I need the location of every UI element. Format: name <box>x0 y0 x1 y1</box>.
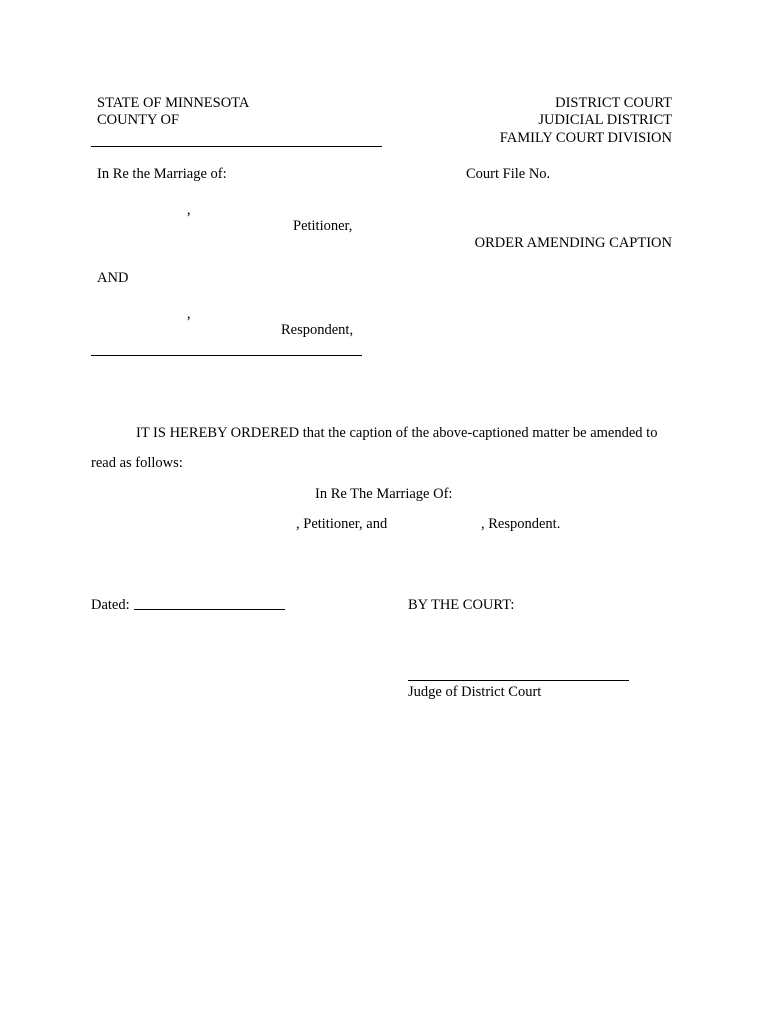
respondent-label: Respondent, <box>281 322 354 338</box>
respondent-name-comma: , <box>187 306 191 322</box>
order-paragraph-line2: read as follows: <box>91 455 183 471</box>
dated-label: Dated: <box>91 597 130 613</box>
division-label: FAMILY COURT DIVISION <box>499 130 672 146</box>
state-label: STATE OF MINNESOTA <box>97 95 250 111</box>
judge-signature-line <box>408 680 629 681</box>
date-line <box>134 609 285 610</box>
and-label: AND <box>97 270 129 286</box>
new-caption-respondent: , Respondent. <box>481 516 561 532</box>
petitioner-label: Petitioner, <box>293 218 353 234</box>
by-the-court-label: BY THE COURT: <box>408 597 515 613</box>
district-label: JUDICIAL DISTRICT <box>538 112 672 128</box>
in-re-marriage-label: In Re the Marriage of: <box>97 166 227 182</box>
new-caption-petitioner: , Petitioner, and <box>296 516 388 532</box>
order-title: ORDER AMENDING CAPTION <box>474 235 672 251</box>
county-label: COUNTY OF <box>97 112 180 128</box>
order-paragraph-line1: IT IS HEREBY ORDERED that the caption of the above-captioned matter be amended to <box>136 425 658 441</box>
judge-label: Judge of District Court <box>408 684 542 700</box>
court-label: DISTRICT COURT <box>555 95 672 111</box>
caption-underline <box>91 355 362 356</box>
new-caption-title: In Re The Marriage Of: <box>315 486 453 502</box>
court-file-label: Court File No. <box>466 166 551 182</box>
petitioner-name-comma: , <box>187 202 191 218</box>
county-underline <box>91 146 382 147</box>
